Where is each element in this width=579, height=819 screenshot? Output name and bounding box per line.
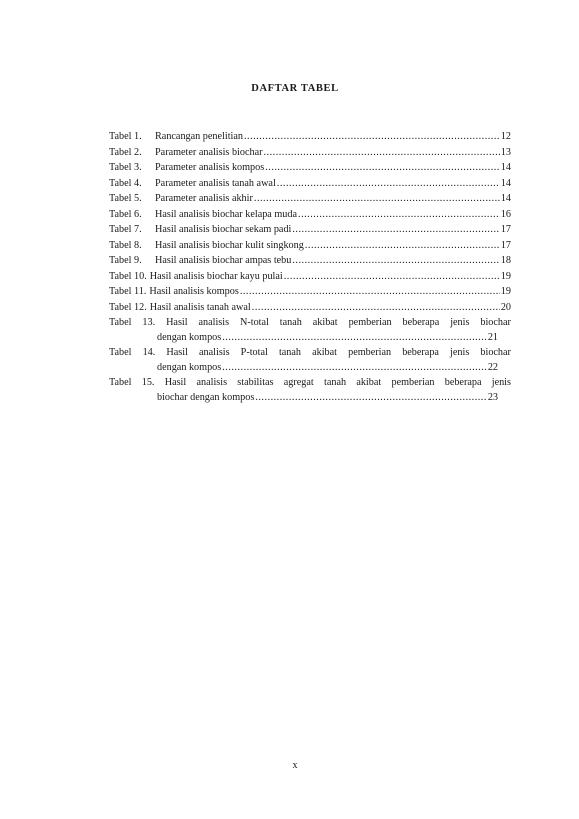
table-title-continued: dengan kompos [157,332,222,343]
dot-leader [265,160,500,176]
list-item [109,376,511,406]
dot-leader [244,129,500,145]
dot-leader [284,269,500,285]
page-ref: 22 [487,362,498,373]
table-title: Hasil analisis tanah awal [149,301,251,313]
page-ref: 14 [500,177,511,189]
table-title: Parameter analisis tanah awal [155,177,276,189]
word: Tabel [109,346,132,358]
list-item [109,284,511,300]
table-number: Tabel 6. [109,208,142,220]
word: stabilitas [237,376,274,388]
word: tanah [278,346,301,358]
table-list [109,129,511,405]
page-ref: 17 [500,224,511,235]
dot-leader [255,390,486,405]
page-ref: 23 [487,392,498,403]
list-item [109,316,511,346]
table-number: Tabel 8. [109,239,142,251]
table-title: Parameter analisis akhir [155,193,253,204]
entry-second-line [109,360,498,375]
table-number: Tabel 2. [109,146,142,158]
list-item [109,238,511,254]
word: Tabel [109,376,132,388]
table-number: 13. [142,316,156,328]
word: beberapa [444,376,482,388]
word: jenis [450,346,470,358]
page-ref: 13 [500,146,511,158]
table-number: Tabel 4. [109,177,142,189]
page-ref: 19 [500,270,511,282]
word: akibat [312,346,337,358]
table-number: Tabel 5. [109,193,142,204]
page-ref: 12 [500,131,511,142]
table-number: Tabel 11. [109,286,147,297]
table-number: Tabel 7. [109,224,142,235]
dot-leader [222,330,487,345]
word: jenis [491,376,511,388]
dot-leader [254,191,500,207]
list-item [109,145,511,161]
word: Hasil [166,316,188,328]
table-number: Tabel 10. [109,270,147,282]
list-item [109,176,511,192]
list-item [109,191,511,207]
table-number: 14. [142,346,156,358]
entry-first-line [109,316,511,331]
entry-second-line [109,390,498,405]
dot-leader [240,284,500,300]
table-title: Hasil analisis biochar sekam padi [155,224,292,235]
word: biochar [480,316,511,328]
list-item [109,222,511,238]
entry-second-line [109,330,498,345]
page-ref: 17 [500,239,511,251]
list-item [109,300,511,316]
word: jenis [450,316,470,328]
word: Hasil [164,376,187,388]
table-title-continued: biochar dengan kompos [157,392,255,403]
word: analisis [198,316,230,328]
page-ref: 14 [500,193,511,204]
list-item [109,253,511,269]
word: analisis [196,376,228,388]
word: analisis [199,346,230,358]
table-number: Tabel 9. [109,255,142,266]
word: akibat [312,316,338,328]
table-number: Tabel 1. [109,131,142,142]
page-ref: 16 [500,208,511,220]
table-title-continued: dengan kompos [157,362,222,373]
list-item [109,207,511,223]
table-number: 15. [141,376,155,388]
table-number: Tabel 3. [109,162,142,173]
dot-leader [277,176,500,192]
table-number: Tabel 12. [109,301,147,313]
word: Tabel [109,316,132,328]
word: tanah [279,316,302,328]
word: N-total [239,316,269,328]
word: akibat [356,376,382,388]
dot-leader [264,145,500,161]
page-ref: 21 [487,332,498,343]
list-item [109,346,511,376]
page-title: DAFTAR TABEL [251,83,339,94]
page-ref: 18 [500,255,511,266]
word: pemberian [348,316,392,328]
list-item [109,160,511,176]
list-item [109,129,511,145]
dot-leader [305,238,500,254]
table-title: Hasil analisis biochar kulit singkong [155,239,304,251]
page-ref: 19 [500,286,511,297]
table-title: Hasil analisis biochar ampas tebu [155,255,292,266]
entry-first-line [109,346,511,361]
word: biochar [480,346,511,358]
list-item [109,269,511,285]
word: P-total [240,346,268,358]
dot-leader [298,207,500,223]
table-title: Rancangan penelitian [155,131,243,142]
page-ref: 20 [500,301,511,313]
page-number: x [292,760,298,771]
word: tanah [324,376,347,388]
dot-leader [292,222,499,238]
dot-leader [292,253,499,269]
word: agregat [283,376,314,388]
dot-leader [252,300,500,316]
table-title: Parameter analisis biochar [155,146,263,158]
page-ref: 14 [500,162,511,173]
entry-first-line [109,376,511,391]
table-title: Hasil analisis biochar kayu pulai [149,270,283,282]
word: beberapa [402,346,439,358]
table-title: Parameter analisis kompos [155,162,265,173]
word: Hasil [166,346,188,358]
table-title: Hasil analisis biochar kelapa muda [155,208,298,220]
dot-leader [222,360,487,375]
word: pemberian [348,346,392,358]
word: pemberian [391,376,435,388]
table-title: Hasil analisis kompos [149,286,239,297]
word: beberapa [402,316,440,328]
